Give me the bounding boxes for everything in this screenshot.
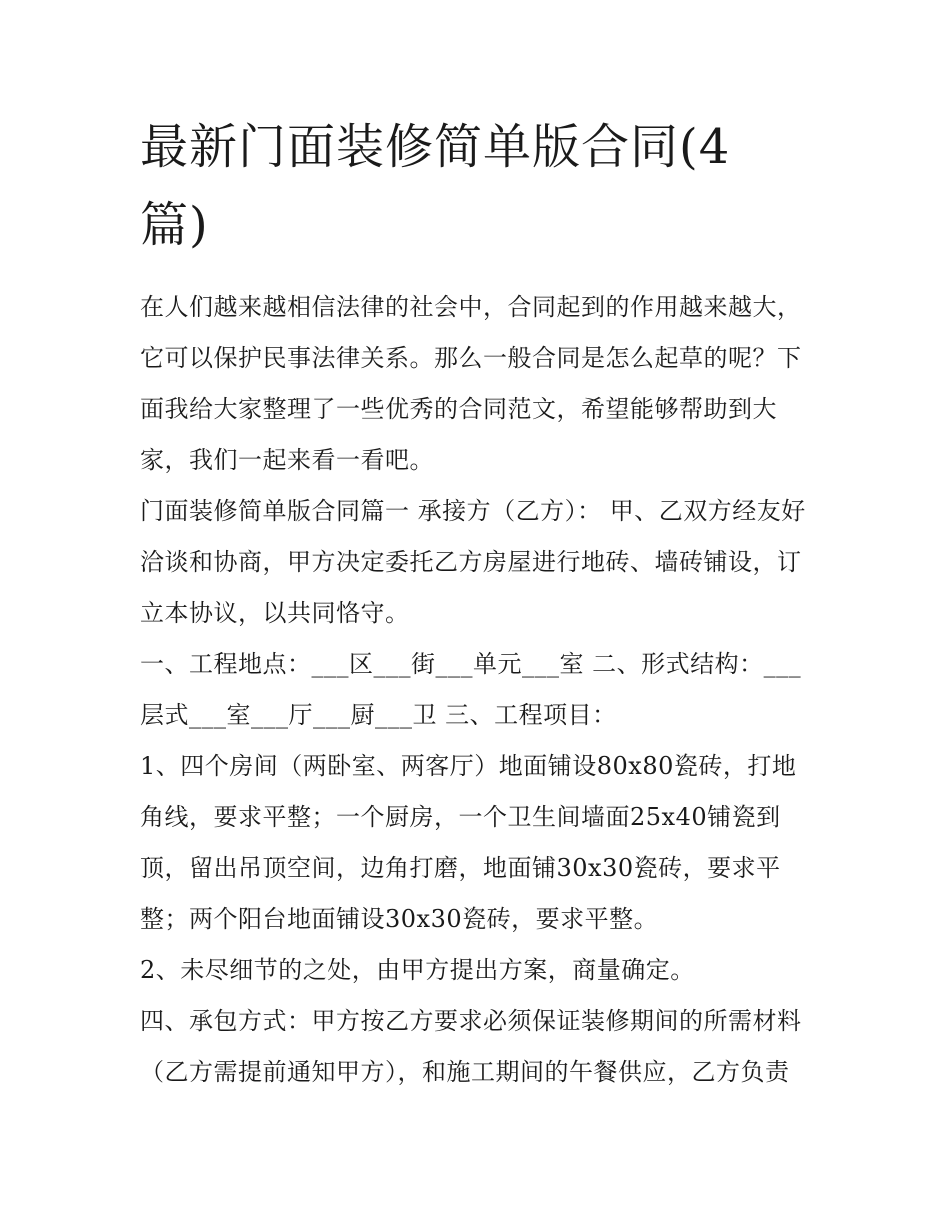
project-location-paragraph: 一、工程地点：___区___街___单元___室 二、形式结构：___层式___室___厅___厨___卫 三、工程项目： (140, 650, 802, 729)
project-item-2-paragraph: 2、未尽细节的之处，由甲方提出方案，商量确定。 (140, 956, 695, 984)
contract-preamble-paragraph: 门面装修简单版合同篇一 承接方（乙方）： 甲、乙双方经友好洽谈和协商，甲方决定委托乙方房屋进行地砖、墙砖铺设，订立本协议，以共同恪守。 (140, 497, 806, 627)
contract-method-paragraph: 四、承包方式：甲方按乙方要求必须保证装修期间的所需材料（乙方需提前通知甲方），和施工期间的午餐供应，乙方负责 (140, 1007, 802, 1086)
document-page (140, 108, 820, 1098)
project-item-1-paragraph: 1、四个房间（两卧室、两客厅）地面铺设80x80瓷砖，打地角线，要求平整；一个厨房，一个卫生间墙面25x40铺瓷到顶，留出吊顶空间，边角打磨，地面铺30x30瓷砖，要求平整；两个阳台地面铺设30x30瓷砖，要求平整。 (140, 752, 797, 933)
document-title: 最新门面装修简单版合同(4篇) (140, 119, 731, 253)
intro-paragraph: 在人们越来越相信法律的社会中，合同起到的作用越来越大，它可以保护民事法律关系。那么一般合同是怎么起草的呢？下面我给大家整理了一些优秀的合同范文，希望能够帮助到大家，我们一起来看一看吧。 (140, 293, 802, 474)
